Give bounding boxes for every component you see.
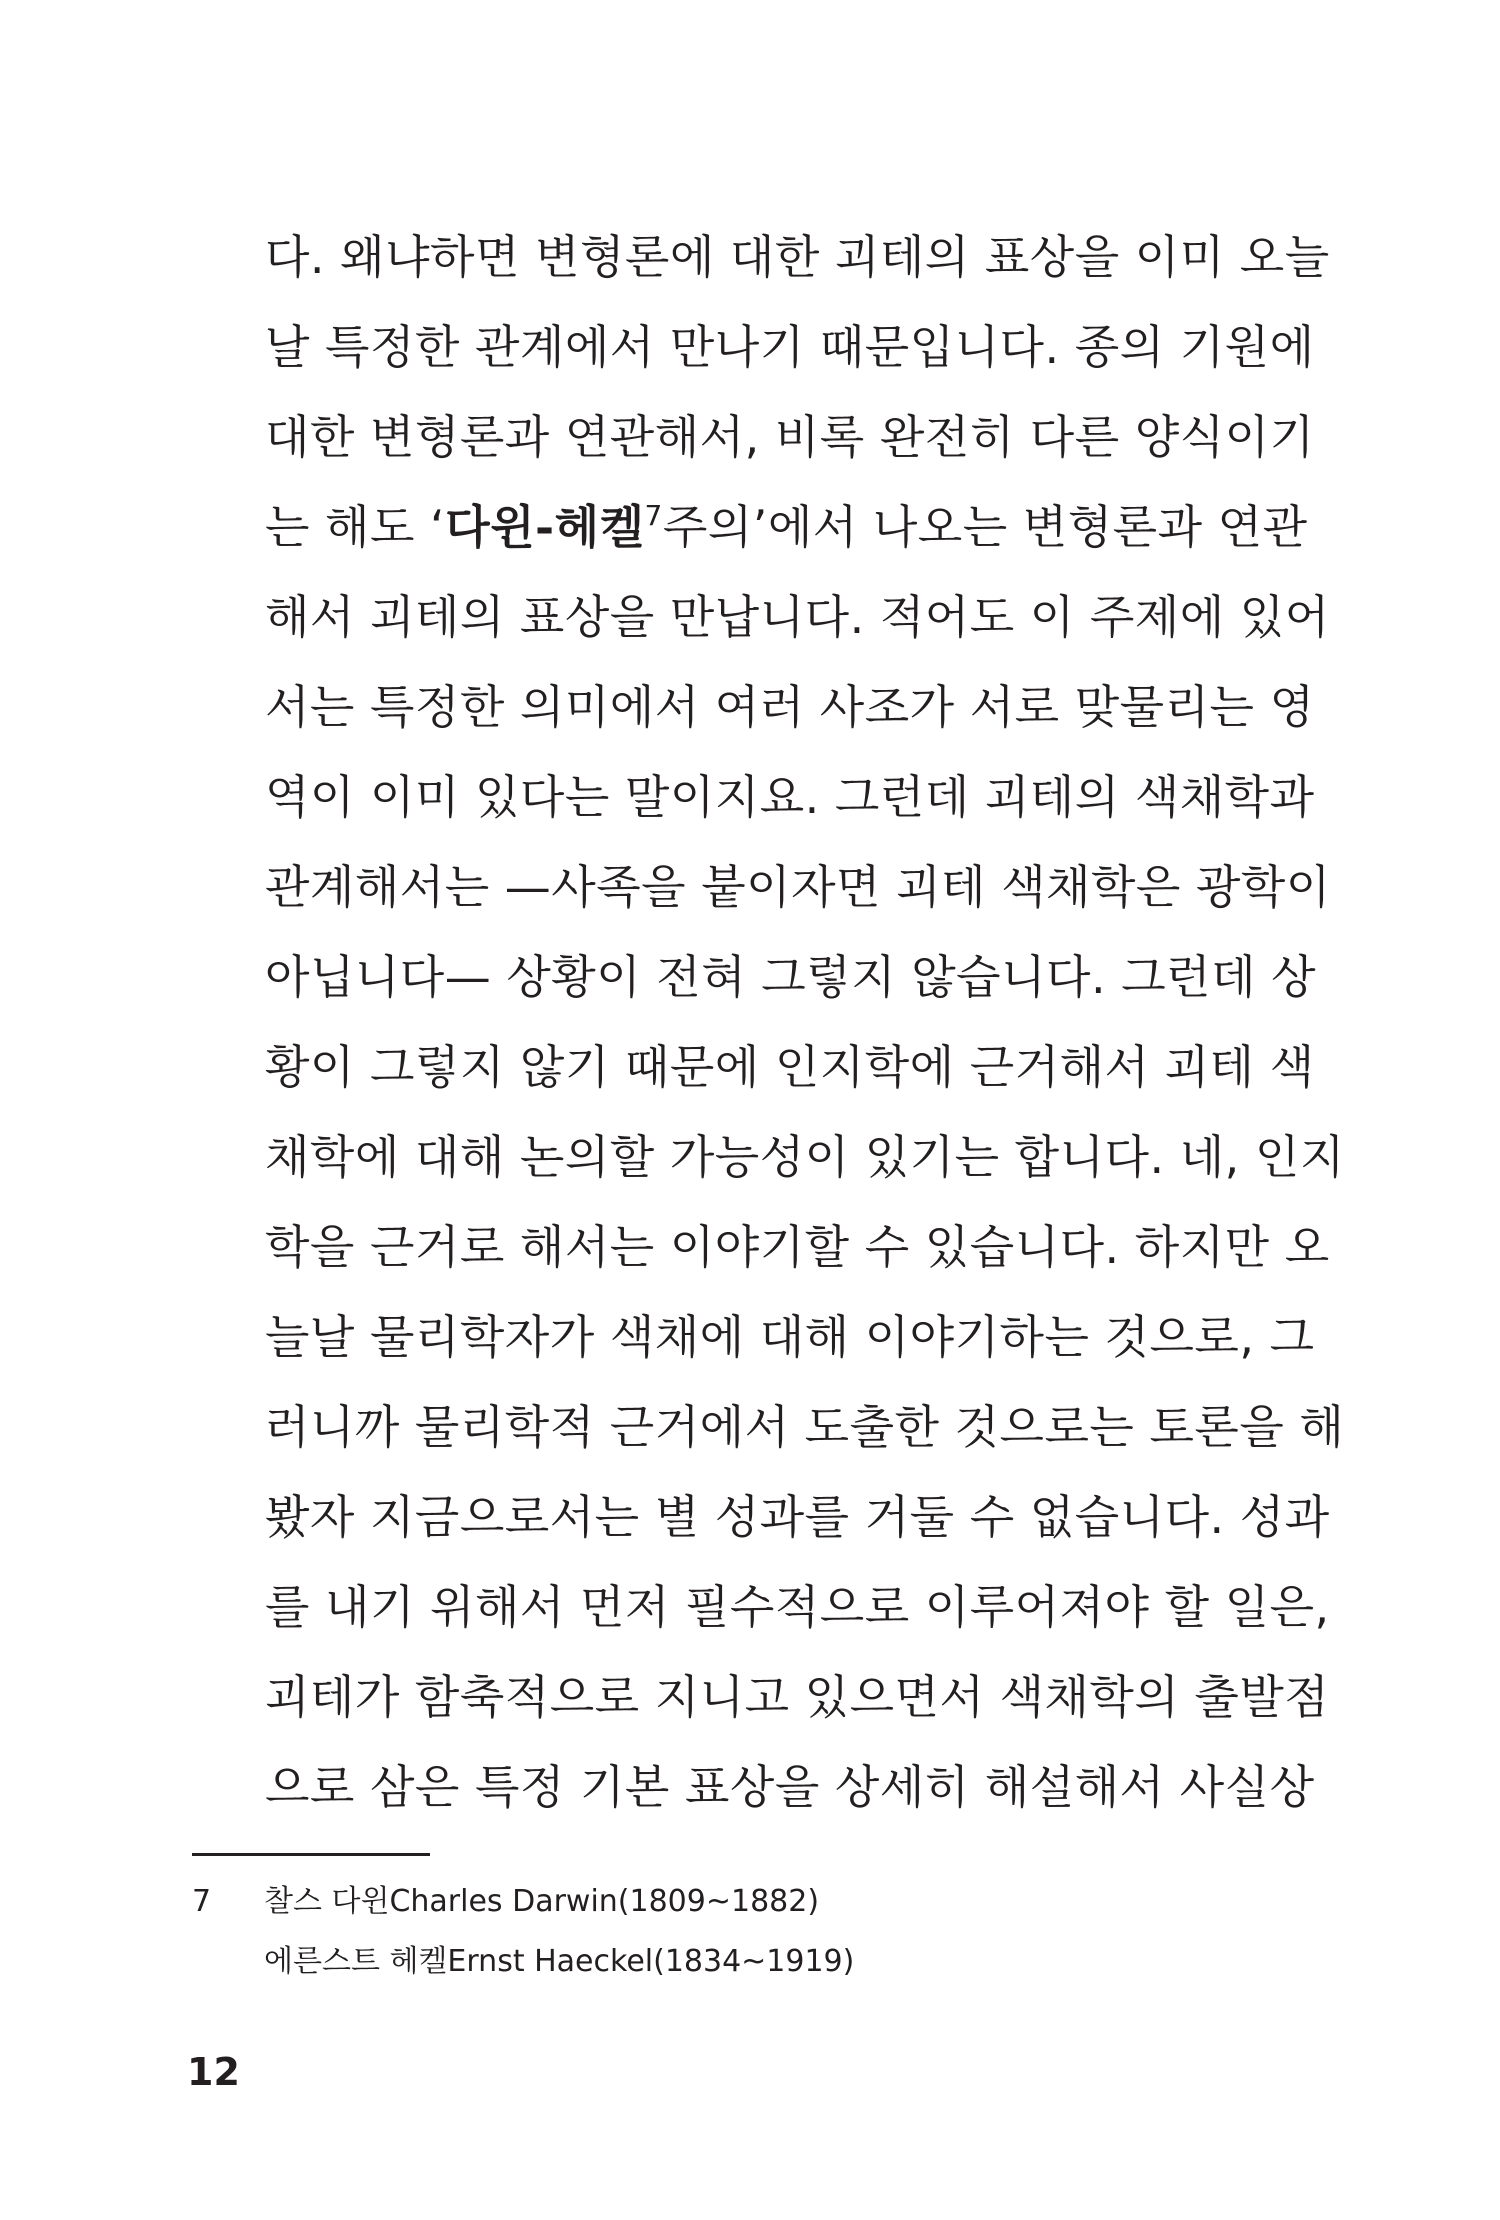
footnote (192, 1872, 1292, 1992)
body-line: 를 내기 위해서 먼저 필수적으로 이루어져야 할 일은, (265, 1580, 1330, 1634)
body-line: 황이 그렇지 않기 때문에 인지학에 근거해서 괴테 색 (265, 1040, 1315, 1094)
footnote-divider (192, 1853, 430, 1856)
footnote-line: 찰스 다윈Charles Darwin(1809~1882) (264, 1884, 820, 1919)
footnote-number: 7 (192, 1884, 212, 1919)
footnote-line: 에른스트 헤켈Ernst Haeckel(1834~1919) (264, 1944, 855, 1979)
body-line: 학을 근거로 해서는 이야기할 수 있습니다. 하지만 오 (265, 1220, 1330, 1274)
body-line: 늘날 물리학자가 색채에 대해 이야기하는 것으로, 그 (265, 1310, 1315, 1364)
body-line-with-footnote (265, 482, 1308, 572)
body-line: 아닙니다— 상황이 전혀 그렇지 않습니다. 그런데 상 (265, 950, 1317, 1004)
body-text (265, 212, 1345, 1832)
body-line: 서는 특정한 의미에서 여러 사조가 서로 맞물리는 영 (265, 680, 1315, 734)
body-line: 역이 이미 있다는 말이지요. 그런데 괴테의 색채학과 (265, 770, 1315, 824)
body-line: 봤자 지금으로서는 별 성과를 거둘 수 없습니다. 성과 (265, 1490, 1330, 1544)
body-line-segment: 주의’에서 나오는 변형론과 연관 (662, 500, 1308, 554)
body-line-segment: 는 해도 ‘ (265, 500, 446, 554)
body-line: 다. 왜냐하면 변형론에 대한 괴테의 표상을 이미 오늘 (265, 230, 1330, 284)
body-line: 채학에 대해 논의할 가능성이 있기는 합니다. 네, 인지 (265, 1130, 1345, 1184)
page-number: 12 (187, 2050, 240, 2094)
body-line: 관계해서는 —사족을 붙이자면 괴테 색채학은 광학이 (265, 860, 1331, 914)
body-line: 으로 삼은 특정 기본 표상을 상세히 해설해서 사실상 (265, 1760, 1315, 1814)
body-line: 대한 변형론과 연관해서, 비록 완전히 다른 양식이기 (265, 410, 1315, 464)
body-line: 날 특정한 관계에서 만나기 때문입니다. 종의 기원에 (265, 320, 1315, 374)
body-line: 해서 괴테의 표상을 만납니다. 적어도 이 주제에 있어 (265, 590, 1330, 644)
body-line: 괴테가 함축적으로 지니고 있으면서 색채학의 출발점 (265, 1670, 1330, 1724)
bold-term: 다윈-헤켈 (445, 500, 645, 554)
body-line: 러니까 물리학적 근거에서 도출한 것으로는 토론을 해 (265, 1400, 1345, 1454)
footnote-reference[interactable]: 7 (644, 498, 663, 532)
